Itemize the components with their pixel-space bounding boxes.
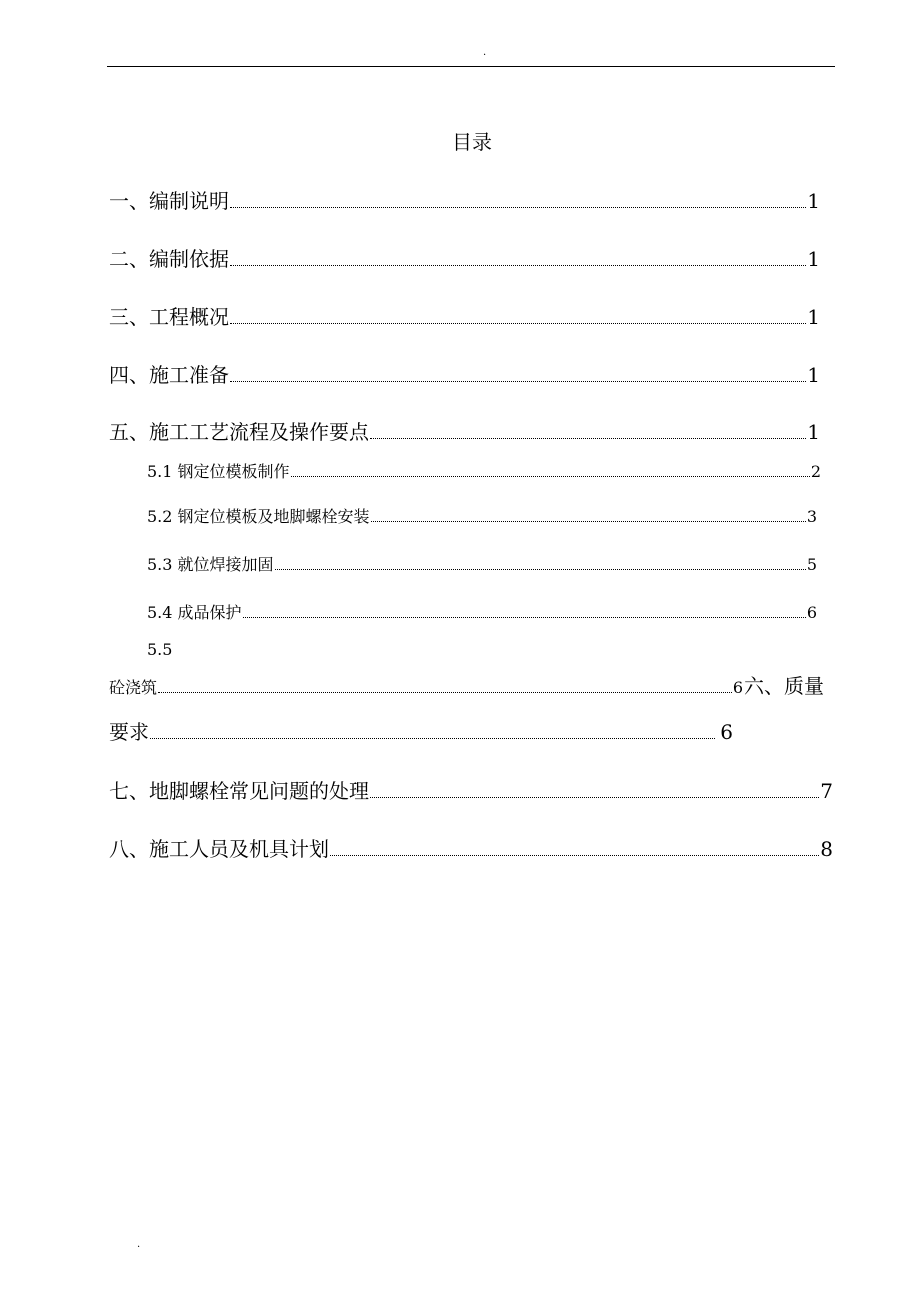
toc-entry-label: 七、地脚螺栓常见问题的处理 [109, 779, 369, 803]
header-mark: . [483, 47, 487, 58]
toc-leader [243, 617, 806, 618]
toc-title: 目录 [452, 130, 492, 154]
toc-entry[interactable] [109, 245, 820, 273]
toc-leader [370, 438, 806, 439]
toc-entry[interactable] [109, 303, 820, 331]
toc-entry[interactable] [109, 187, 820, 215]
toc-subentry[interactable] [109, 674, 824, 700]
toc-subentry[interactable] [147, 505, 817, 529]
toc-leader [230, 381, 806, 382]
toc-entry-label: 要求 [109, 720, 149, 744]
toc-subentry[interactable] [147, 553, 817, 577]
toc-entry[interactable] [109, 418, 820, 446]
toc-entry-label: 一、编制说明 [109, 189, 229, 213]
toc-subentry-label: 砼浇筑 [109, 678, 158, 697]
toc-subentry-label: 5.5 [147, 640, 173, 659]
toc-leader [230, 207, 806, 208]
toc-leader [158, 692, 732, 693]
toc-entry-page: 8 [820, 837, 833, 861]
toc-entry-label: 五、施工工艺流程及操作要点 [109, 420, 369, 444]
toc-subentry-label: 5.4 成品保护 [147, 603, 242, 622]
toc-entry[interactable] [109, 777, 833, 805]
toc-subentry-label: 5.2 钢定位模板及地脚螺栓安装 [147, 507, 370, 526]
toc-entry[interactable] [109, 361, 820, 389]
toc-subentry[interactable] [147, 601, 817, 625]
toc-subentry-page: 5 [806, 555, 817, 574]
toc-subentry[interactable] [147, 460, 821, 484]
toc-entry-page: 1 [807, 189, 820, 213]
toc-leader [150, 738, 715, 739]
toc-entry[interactable] [109, 835, 833, 863]
toc-entry-page: 1 [807, 247, 820, 271]
toc-entry-label: 三、工程概况 [109, 305, 229, 329]
toc-subentry-page: 3 [806, 507, 817, 526]
toc-entry-label: 八、施工人员及机具计划 [109, 837, 329, 861]
toc-entry-page: 1 [807, 363, 820, 387]
toc-entry-page: 1 [807, 305, 820, 329]
toc-entry-page: 7 [820, 779, 833, 803]
footer-mark: . [137, 1239, 141, 1250]
toc-leader [291, 476, 810, 477]
toc-leader [370, 797, 819, 798]
toc-entry-label: 二、编制依据 [109, 247, 229, 271]
toc-entry-page: 6 [720, 720, 733, 744]
toc-entry-page: 1 [807, 420, 820, 444]
toc-entry-label-start: 六、质量 [744, 674, 824, 698]
toc-leader [230, 265, 806, 266]
toc-subentry-label: 5.3 就位焊接加固 [147, 555, 274, 574]
toc-subentry-page: 6 [806, 603, 817, 622]
toc-subentry-page: 2 [810, 462, 821, 481]
toc-leader [371, 521, 806, 522]
toc-subentry-label: 5.1 钢定位模板制作 [147, 462, 290, 481]
toc-entry-label: 四、施工准备 [109, 363, 229, 387]
header-rule [107, 66, 835, 67]
toc-leader [275, 569, 806, 570]
toc-leader [230, 323, 806, 324]
toc-subentry-page: 6 [732, 678, 743, 697]
toc-entry[interactable] [109, 718, 733, 746]
toc-leader [330, 855, 819, 856]
